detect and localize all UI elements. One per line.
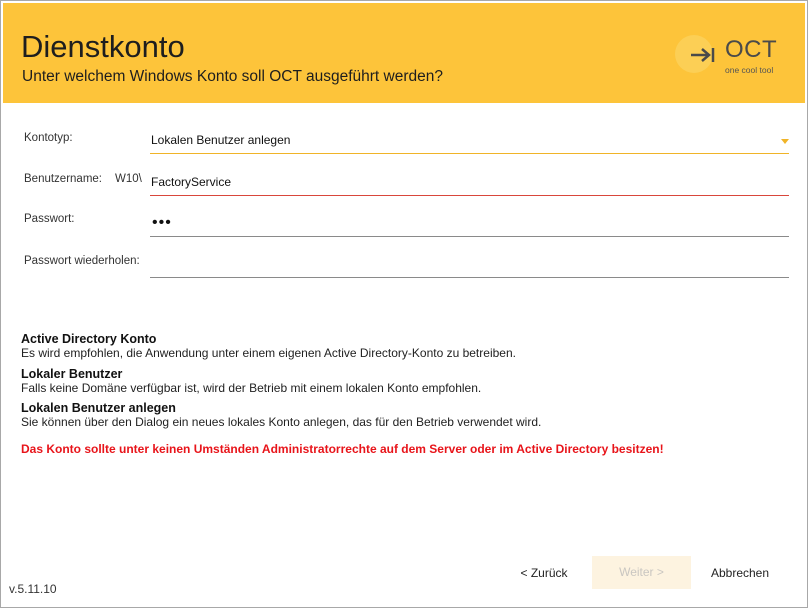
page-title: Dienstkonto	[21, 29, 185, 64]
admin-rights-warning: Das Konto sollte unter keinen Umständen Administratorrechte auf dem Server oder im Active Directory besitzen!	[21, 442, 664, 456]
version-label: v.5.11.10	[9, 582, 57, 596]
password-repeat-input[interactable]	[150, 253, 789, 278]
next-button[interactable]: Weiter >	[592, 556, 691, 589]
username-label: Benutzername:	[24, 173, 102, 185]
account-type-value: Lokalen Benutzer anlegen	[151, 133, 291, 147]
password-repeat-label: Passwort wiederholen:	[24, 255, 140, 267]
cancel-button[interactable]: Abbrechen	[710, 566, 770, 580]
info-heading: Lokalen Benutzer anlegen	[21, 401, 176, 415]
chevron-down-icon[interactable]	[781, 139, 789, 144]
back-button[interactable]: < Zurück	[520, 566, 568, 580]
username-input[interactable]	[150, 171, 789, 196]
password-masked-value: •••	[152, 214, 172, 231]
page-subtitle: Unter welchem Windows Konto soll OCT ausgeführt werden?	[22, 68, 443, 85]
logo-tagline: one cool tool	[725, 65, 774, 75]
password-input[interactable]	[150, 212, 789, 237]
username-value: FactoryService	[151, 175, 232, 189]
oct-logo	[675, 35, 793, 79]
username-domain-prefix: W10\	[115, 173, 142, 185]
info-block-local-user	[21, 367, 781, 396]
password-label: Passwort:	[24, 213, 75, 225]
info-text: Es wird empfohlen, die Anwendung unter einem eigenen Active Directory-Konto zu betreiben.	[21, 346, 516, 360]
account-type-select[interactable]	[150, 129, 789, 154]
info-block-create-local-user	[21, 401, 781, 430]
info-heading: Active Directory Konto	[21, 332, 157, 346]
logo-wordmark: OCT	[725, 36, 778, 63]
info-text: Falls keine Domäne verfügbar ist, wird der Betrieb mit einem lokalen Konto empfohlen.	[21, 381, 482, 395]
header-banner	[3, 3, 805, 103]
info-heading: Lokaler Benutzer	[21, 367, 123, 381]
account-type-label: Kontotyp:	[24, 132, 73, 144]
arrow-right-icon	[689, 45, 717, 65]
info-block-active-directory	[21, 332, 781, 361]
info-text: Sie können über den Dialog ein neues lokales Konto anlegen, das für den Betrieb verwendet wird.	[21, 415, 542, 429]
